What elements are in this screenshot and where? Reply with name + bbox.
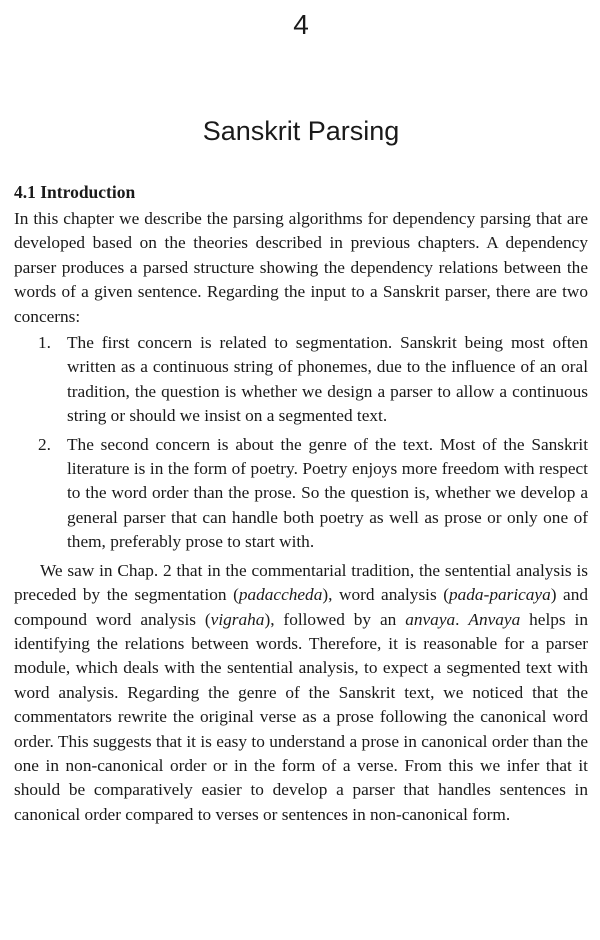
text-run: We saw in Chap. 2 that in the commentarial tradition, the sentential analysis is preceded by the segmentation ( [14,560,588,605]
text-run: . [455,609,469,629]
text-run: ), word analysis ( [322,585,449,605]
chapter-title: Sanskrit Parsing [202,116,400,146]
concerns-list [14,331,588,555]
list-item-text: The first concern is related to segmentation. Sanskrit being most often written as a continuous string of phonemes, due to the influence of an oral tradition, the question is whether we design a parser to allow a continuous string or should we insist on a segmented text. [67,333,588,426]
text-run: ) and compound word analysis ( [14,585,589,629]
final-paragraph [14,559,588,827]
list-item-number: 2. [38,434,51,454]
term-anvaya: anvaya [405,609,456,629]
term-pada-paricaya: pada-paricaya [449,585,551,605]
text-run: ), followed by an [264,609,406,629]
book-page [14,0,588,940]
chapter-number: 4 [293,9,309,40]
section-heading: 4.1 Introduction [14,182,136,202]
list-item [14,331,588,429]
body-text [14,207,588,827]
term-padaccheda: padaccheda [238,585,323,605]
list-item [14,433,588,555]
text-run: helps in identifying the relations between words. Therefore, it is reasonable for a parser module, which deals with the sentential analysis, to expect a segmented text with word analysis. Regarding the genre of the Sanskrit text, we noticed that the commentators rewrite the original verse as a prose following the canonical word order. This suggests that it is easy to understand a prose in canonical order than the one in non-canonical order or in the form of a verse. From this we infer that it should be comparatively easier to develop a parser that handles sentences in canonical order compared to verses or sentences in non-canonical form. [14,609,588,824]
intro-paragraph: In this chapter we describe the parsing algorithms for dependency parsing that are developed based on the theories described in previous chapters. A dependency parser produces a parsed structure showing the dependency relations between the words of a given sentence. Regarding the input to a Sanskrit parser, there are two concerns: [14,209,588,326]
term-anvaya: Anvaya [468,609,521,629]
list-item-text: The second concern is about the genre of the text. Most of the Sanskrit literature is in the form of poetry. Poetry enjoys more freedom with respect to the word order than the prose. So the question is, whether we develop a general parser that can handle both poetry as well as prose or only one of them, preferably prose to start with. [67,434,588,552]
list-item-number: 1. [38,333,51,353]
term-vigraha: vigraha [210,609,265,629]
